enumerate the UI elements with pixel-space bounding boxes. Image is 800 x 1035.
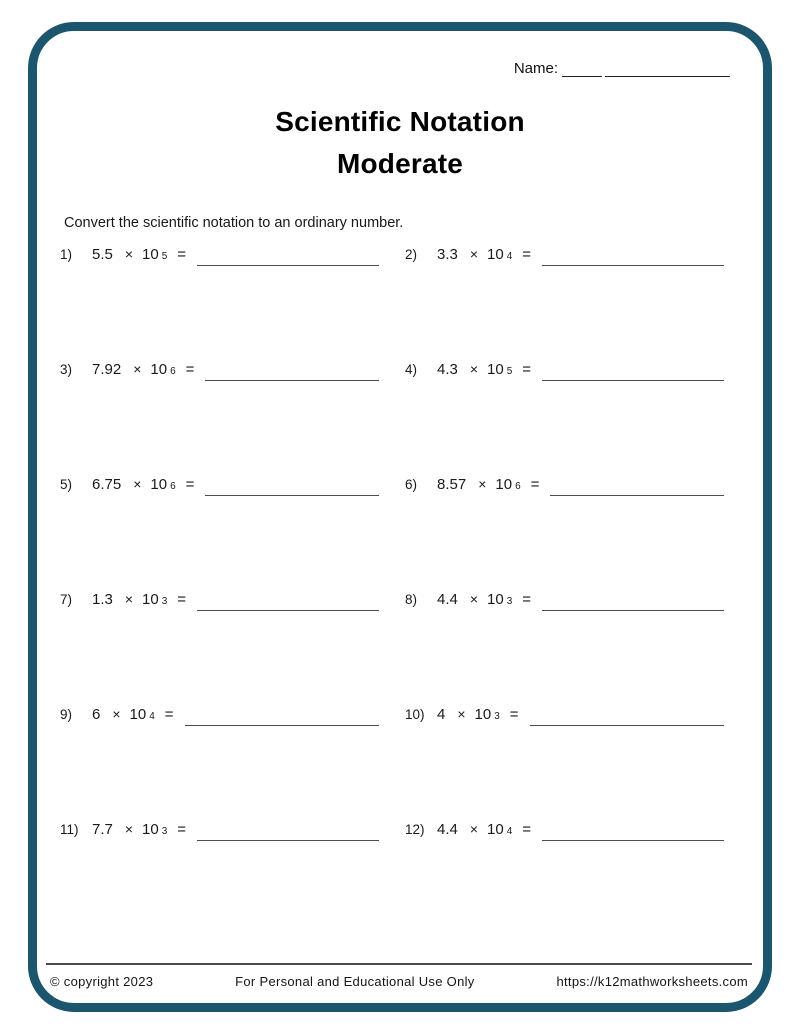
- instructions-text: Convert the scientific notation to an ordinary number.: [64, 215, 404, 231]
- problem-item: [405, 476, 738, 493]
- power-base: 10: [142, 821, 159, 838]
- power-exponent: 6: [515, 481, 521, 492]
- problem-item: [60, 476, 393, 493]
- problem-item: [405, 361, 738, 378]
- answer-line[interactable]: [205, 366, 379, 381]
- multiplication-sign: ×: [478, 476, 487, 492]
- power-base: 10: [487, 246, 504, 263]
- equals-sign: =: [177, 821, 187, 838]
- power-base: 10: [142, 246, 159, 263]
- problem-coefficient: 4: [437, 706, 446, 723]
- power-exponent: 3: [506, 596, 513, 607]
- problem-item: [60, 706, 393, 723]
- answer-line[interactable]: [550, 481, 724, 496]
- problem-coefficient: 5.5: [92, 246, 113, 263]
- equals-sign: =: [185, 361, 195, 378]
- multiplication-sign: ×: [112, 706, 121, 722]
- problem-coefficient: 4.3: [437, 361, 458, 378]
- power-base: 10: [487, 361, 504, 378]
- footer-divider: [46, 963, 752, 965]
- problem-item: [60, 591, 393, 608]
- footer-usage: For Personal and Educational Use Only: [235, 974, 475, 989]
- answer-line[interactable]: [197, 826, 379, 841]
- power-base: 10: [487, 591, 504, 608]
- multiplication-sign: ×: [124, 821, 134, 837]
- answer-line[interactable]: [542, 826, 724, 841]
- problem-item: [60, 246, 393, 263]
- problem-number: 9): [60, 707, 73, 722]
- name-input-line[interactable]: [605, 61, 730, 77]
- multiplication-sign: ×: [124, 246, 134, 262]
- multiplication-sign: ×: [133, 476, 142, 492]
- problem-coefficient: 4.4: [437, 821, 458, 838]
- answer-line[interactable]: [185, 711, 379, 726]
- power-base: 10: [142, 591, 159, 608]
- footer: [50, 974, 748, 989]
- power-exponent: 5: [506, 366, 513, 377]
- power-base: 10: [150, 476, 168, 493]
- problem-coefficient: 6: [92, 706, 101, 723]
- answer-line[interactable]: [197, 596, 379, 611]
- equals-sign: =: [164, 706, 174, 723]
- power-base: 10: [150, 361, 168, 378]
- answer-line[interactable]: [542, 251, 724, 266]
- multiplication-sign: ×: [124, 591, 134, 607]
- equals-sign: =: [522, 591, 532, 608]
- equals-sign: =: [522, 361, 532, 378]
- problem-coefficient: 7.7: [92, 821, 113, 838]
- problem-number: 8): [405, 592, 418, 607]
- problem-number: 5): [60, 477, 73, 492]
- power-exponent: 6: [170, 481, 176, 492]
- name-input-line[interactable]: [562, 61, 602, 77]
- equals-sign: =: [185, 476, 195, 493]
- equals-sign: =: [509, 706, 519, 723]
- problem-number: 1): [60, 247, 73, 262]
- problem-number: 2): [405, 247, 418, 262]
- power-exponent: 4: [506, 826, 513, 837]
- footer-url[interactable]: https://k12mathworksheets.com: [556, 974, 748, 989]
- footer-copyright: © copyright 2023: [50, 974, 154, 989]
- problem-coefficient: 8.57: [437, 476, 467, 493]
- answer-line[interactable]: [197, 251, 379, 266]
- power-base: 10: [129, 706, 147, 723]
- power-exponent: 4: [506, 251, 513, 262]
- problem-number: 7): [60, 592, 73, 607]
- power-base: 10: [487, 821, 504, 838]
- problem-number: 12): [405, 822, 425, 837]
- multiplication-sign: ×: [469, 246, 479, 262]
- multiplication-sign: ×: [469, 591, 479, 607]
- problem-coefficient: 6.75: [92, 476, 122, 493]
- multiplication-sign: ×: [457, 706, 466, 722]
- power-exponent: 3: [494, 711, 500, 722]
- multiplication-sign: ×: [133, 361, 142, 377]
- equals-sign: =: [522, 246, 532, 263]
- problem-number: 11): [60, 822, 79, 837]
- problem-coefficient: 1.3: [92, 591, 113, 608]
- name-row: [514, 60, 730, 77]
- worksheet-title: Scientific Notation: [275, 106, 525, 137]
- problem-item: [405, 706, 738, 723]
- equals-sign: =: [177, 591, 187, 608]
- problem-item: [405, 821, 738, 838]
- problem-item: [60, 821, 393, 838]
- problem-coefficient: 3.3: [437, 246, 458, 263]
- answer-line[interactable]: [542, 366, 724, 381]
- equals-sign: =: [530, 476, 540, 493]
- power-base: 10: [495, 476, 513, 493]
- answer-line[interactable]: [530, 711, 724, 726]
- problem-number: 4): [405, 362, 418, 377]
- problem-item: [405, 591, 738, 608]
- problem-coefficient: 7.92: [92, 361, 122, 378]
- power-exponent: 4: [149, 711, 155, 722]
- multiplication-sign: ×: [469, 361, 479, 377]
- worksheet-subtitle: Moderate: [336, 148, 464, 179]
- power-exponent: 5: [161, 251, 168, 262]
- power-base: 10: [474, 706, 492, 723]
- name-label: Name:: [513, 60, 558, 77]
- problem-number: 10): [405, 707, 425, 722]
- problems-grid: [60, 246, 738, 936]
- power-exponent: 6: [170, 366, 176, 377]
- problem-number: 6): [405, 477, 418, 492]
- equals-sign: =: [177, 246, 187, 263]
- answer-line[interactable]: [205, 481, 379, 496]
- equals-sign: =: [522, 821, 532, 838]
- power-exponent: 3: [161, 596, 168, 607]
- multiplication-sign: ×: [469, 821, 479, 837]
- power-exponent: 3: [161, 826, 168, 837]
- answer-line[interactable]: [542, 596, 724, 611]
- problem-number: 3): [60, 362, 73, 377]
- problem-coefficient: 4.4: [437, 591, 458, 608]
- problem-item: [405, 246, 738, 263]
- problem-item: [60, 361, 393, 378]
